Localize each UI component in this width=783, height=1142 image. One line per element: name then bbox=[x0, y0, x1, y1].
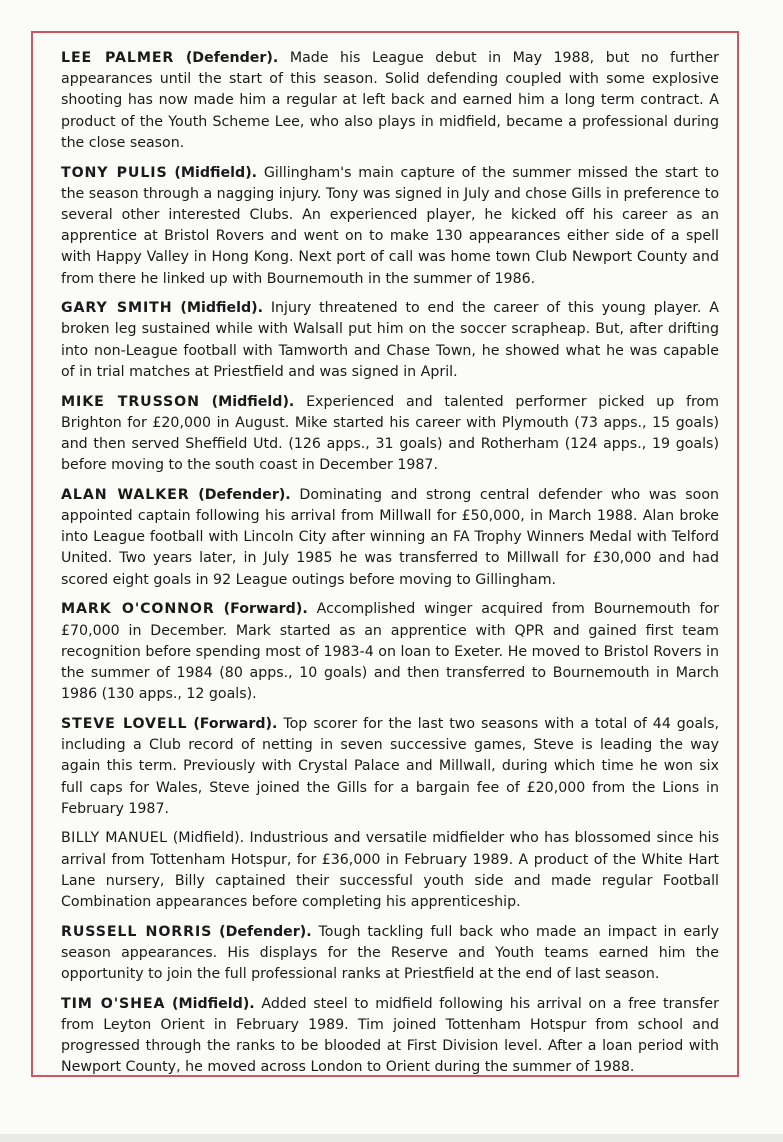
profile-tim-oshea bbox=[61, 994, 719, 1079]
player-bio: Tough tackling full back who made an impact in early season appearances. His displays for the Reserve and Youth teams earned him the opportunity to join the full professional ranks at Priestfield at the end of last season. bbox=[61, 923, 719, 983]
player-position: (Defender). bbox=[219, 923, 312, 940]
player-bio: Top scorer for the last two seasons with a total of 44 goals, including a Club record of netting in seven successive games, Steve is leading the way again this term. Previously with Crystal Palace and Millwall, during which time he won six full caps for Wales, Steve joined the Gills for a bargain fee of £20,000 from the Lions in February 1987. bbox=[61, 715, 720, 817]
player-name: GARY SMITH bbox=[61, 300, 173, 317]
player-name: TIM O'SHEA bbox=[61, 995, 166, 1012]
player-bio: Industrious and versatile midfielder who has blossomed since his arrival from Tottenham Hotspur, for £36,000 in February 1989. A product of the White Hart Lane nursery, Billy captained their successful youth side and made regular Football Combination appearances before completing his apprenticeship. bbox=[61, 830, 720, 911]
player-name: RUSSELL NORRIS bbox=[61, 923, 213, 940]
player-bio: Added steel to midfield following his arrival on a free transfer from Leyton Orient in February 1989. Tim joined Tottenham Hotspur from school and progressed through the ranks to be blooded at First Division level. After a loan period with Newport County, he moved across London to Orient during the summer of 1988. bbox=[61, 995, 719, 1076]
profile-steve-lovell bbox=[61, 714, 719, 820]
page-edge-shadow bbox=[0, 1134, 783, 1142]
player-position: (Midfield). bbox=[211, 393, 295, 410]
player-bio: Dominating and strong central defender who was soon appointed captain following his arrival from Millwall for £50,000, in March 1988. Alan broke into League football with Lincoln City after winning an FA Trophy Winners Medal with Telford United. Two years later, in July 1985 he was transferred to Millwall for £30,000 and had scored eight goals in 92 League outings before moving to Gillingham. bbox=[61, 486, 719, 588]
player-bio: Accomplished winger acquired from Bournemouth for £70,000 in December. Mark started as an apprentice with QPR and gained first team recognition before spending most of 1983-4 on loan to Exeter. He moved to Bristol Rovers in the summer of 1984 (80 apps., 10 goals) and then transferred to Bournemouth in March 1986 (130 apps., 12 goals). bbox=[61, 601, 720, 703]
player-bio: Injury threatened to end the career of this young player. A broken leg sustained while with Walsall put him on the soccer scrapheap. But, after drifting into non-League football with Tamworth and Chase Town, he showed what he was capable of in trial matches at Priestfield and was signed in April. bbox=[61, 300, 719, 380]
player-name: STEVE LOVELL bbox=[61, 715, 188, 732]
player-bio: Made his League debut in May 1988, but no further appearances until the start of this season. Solid defending coupled with some explosive shooting has now made him a regular at left back and earned him a long term contract. A product of the Youth Scheme Lee, who also plays in midfield, became a professional during the close season. bbox=[61, 50, 719, 151]
player-position: (Midfield). bbox=[180, 300, 264, 317]
profile-tony-pulis bbox=[61, 163, 719, 290]
player-name: LEE PALMER bbox=[61, 50, 175, 66]
player-name: BILLY MANUEL bbox=[61, 830, 168, 847]
player-bio: Experienced and talented performer picked up from Brighton for £20,000 in August. Mike started his career with Plymouth (73 apps., 15 goals) and then served Sheffield Utd. (126 apps., 31 goals) and Rotherham (124 apps., 19 goals) before moving to the south coast in December 1987. bbox=[61, 393, 719, 474]
player-position: (Midfield). bbox=[172, 995, 255, 1012]
player-position: (Defender). bbox=[198, 486, 291, 503]
profile-mark-oconnor bbox=[61, 599, 719, 705]
profile-billy-manuel bbox=[61, 828, 719, 913]
player-name: MIKE TRUSSON bbox=[61, 393, 200, 410]
player-name: MARK O'CONNOR bbox=[61, 601, 215, 618]
profile-mike-trusson bbox=[61, 392, 719, 477]
player-name: TONY PULIS bbox=[61, 164, 168, 181]
player-position: (Forward). bbox=[223, 601, 308, 618]
profile-lee-palmer bbox=[61, 48, 719, 154]
profile-gary-smith bbox=[61, 298, 719, 383]
player-name: ALAN WALKER bbox=[61, 486, 190, 503]
player-position: (Forward). bbox=[193, 715, 278, 732]
player-position: (Defender). bbox=[185, 50, 279, 66]
player-position: (Midfield). bbox=[172, 830, 245, 847]
player-bio: Gillingham's main capture of the summer missed the start to the season through a nagging injury. Tony was signed in July and chose Gills in preference to several other interested Clubs. An experienced player, he kicked off his career as an apprentice at Bristol Rovers and went on to make 130 appearances either side of a spell with Happy Valley in Hong Kong. Next port of call was home town Club Newport County and from there he linked up with Bournemouth in the summer of 1986. bbox=[61, 164, 719, 287]
profile-alan-walker bbox=[61, 485, 719, 591]
profile-russell-norris bbox=[61, 922, 719, 986]
player-position: (Midfield). bbox=[174, 164, 258, 181]
profiles-frame bbox=[31, 31, 739, 1077]
